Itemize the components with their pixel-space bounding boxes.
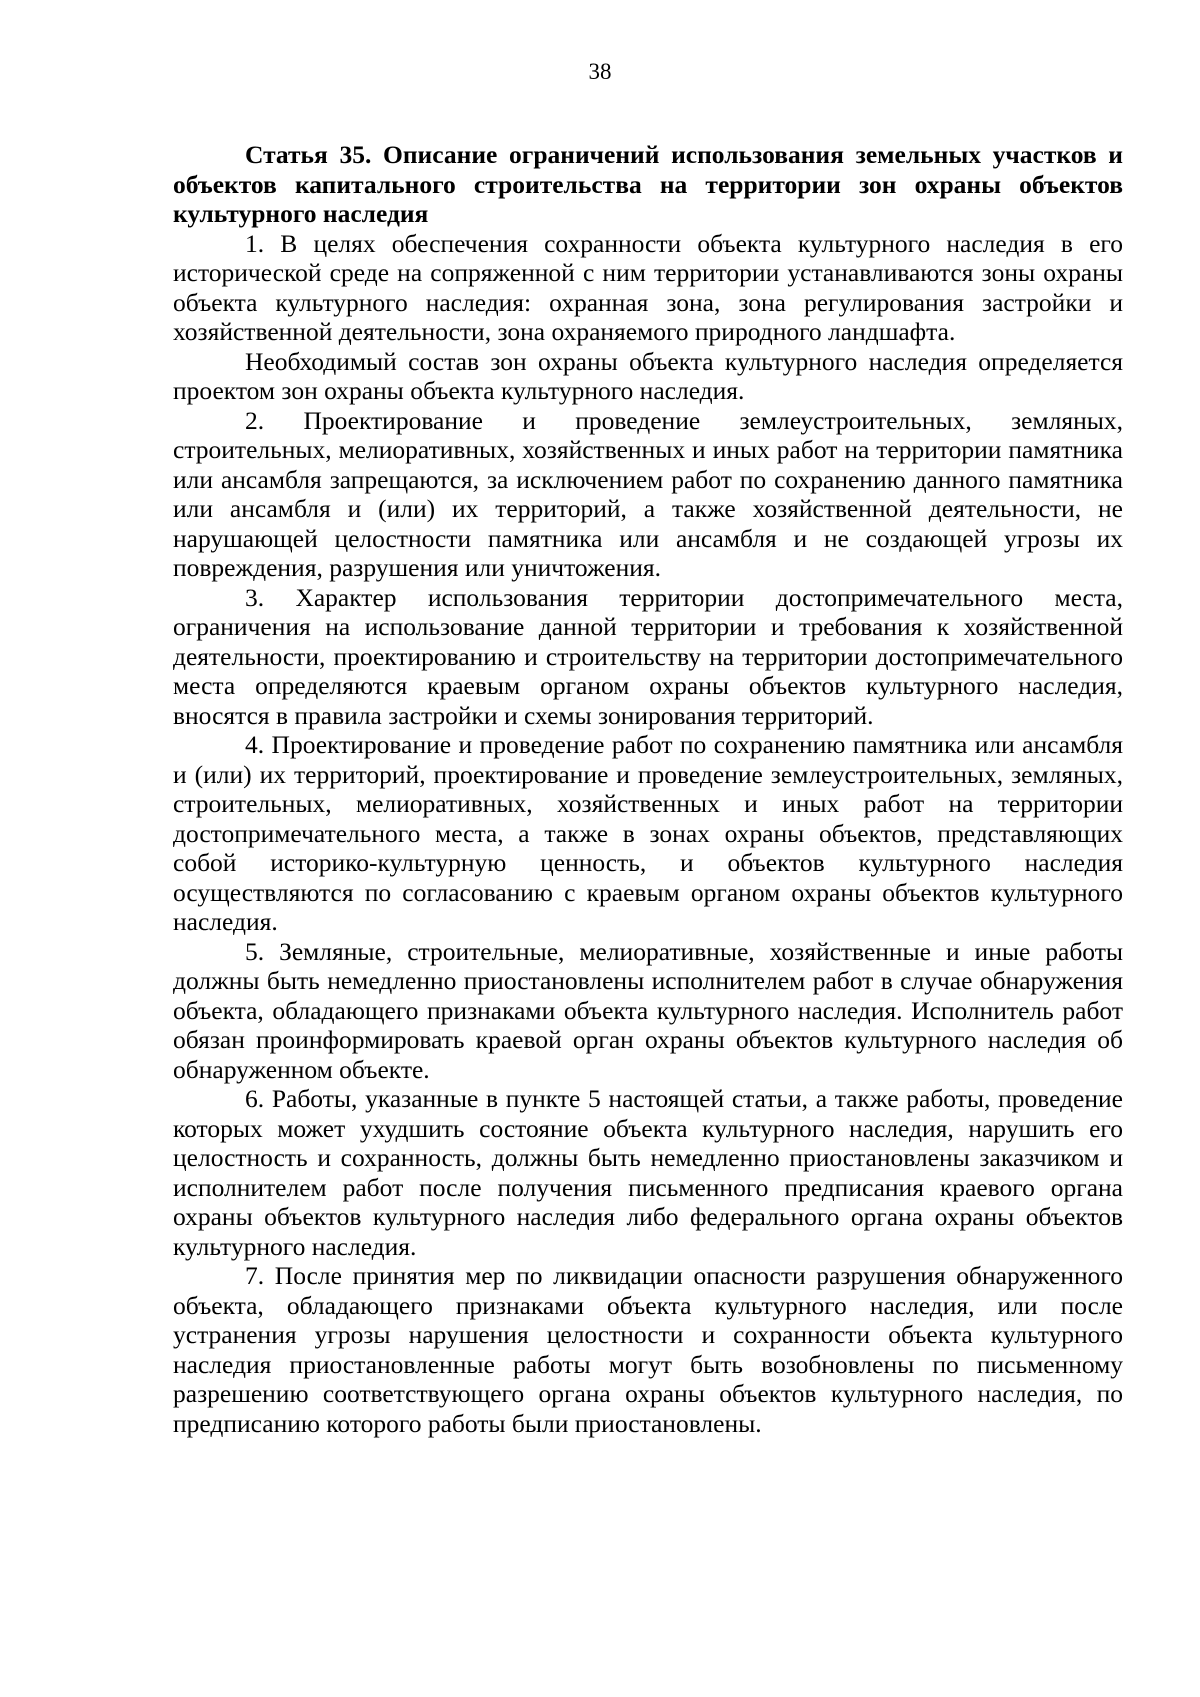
article-title: Статья 35. Описание ограничений использования земельных участков и объектов капитального строительства на территории зон охраны объектов культурного наследия: [173, 140, 1123, 228]
paragraph-1: 1. В целях обеспечения сохранности объекта культурного наследия в его исторической среде на сопряженной с ним территории устанавливаются зоны охраны объекта культурного наследия: охранная зона, зона регулирования застройки и хозяйственной деятельности, зона охраняемого природного ландшафта.: [173, 228, 1123, 346]
paragraph-7: 7. После принятия мер по ликвидации опасности разрушения обнаруженного объекта, обладающего признаками объекта культурного наследия, или после устранения угрозы нарушения целостности и сохранности объекта культурного наследия приостановленные работы могут быть возобновлены по письменному разрешению соответствующего органа охраны объектов культурного наследия, по предписанию которого работы были приостановлены.: [173, 1261, 1123, 1438]
paragraph-2: 2. Проектирование и проведение землеустроительных, земляных, строительных, мелиоративных, хозяйственных и иных работ на территории памятника или ансамбля запрещаются, за исключением работ по сохранению данного памятника или ансамбля и (или) их территорий, а также хозяйственной деятельности, не нарушающей целостности памятника или ансамбля и не создающей угрозы их повреждения, разрушения или уничтожения.: [173, 405, 1123, 582]
page-number: 38: [588, 59, 612, 84]
paragraph-4: 4. Проектирование и проведение работ по сохранению памятника или ансамбля и (или) их территорий, проектирование и проведение землеустроительных, земляных, строительных, мелиоративных, хозяйственных и иных работ на территории достопримечательного места, а также в зонах охраны объектов, представляющих собой историко-культурную ценность, и объектов культурного наследия осуществляются по согласованию с краевым органом охраны объектов культурного наследия.: [173, 730, 1123, 936]
document-body: [173, 140, 1123, 1438]
paragraph-1-continued: Необходимый состав зон охраны объекта культурного наследия определяется проектом зон охраны объекта культурного наследия.: [173, 346, 1123, 405]
paragraph-5: 5. Земляные, строительные, мелиоративные, хозяйственные и иные работы должны быть немедленно приостановлены исполнителем работ в случае обнаружения объекта, обладающего признаками объекта культурного наследия. Исполнитель работ обязан проинформировать краевой орган охраны объектов культурного наследия об обнаруженном объекте.: [173, 936, 1123, 1084]
paragraph-6: 6. Работы, указанные в пункте 5 настоящей статьи, а также работы, проведение которых может ухудшить состояние объекта культурного наследия, нарушить его целостность и сохранность, должны быть немедленно приостановлены заказчиком и исполнителем работ после получения письменного предписания краевого органа охраны объектов культурного наследия либо федерального органа охраны объектов культурного наследия.: [173, 1084, 1123, 1261]
paragraph-3: 3. Характер использования территории достопримечательного места, ограничения на использование данной территории и требования к хозяйственной деятельности, проектированию и строительству на территории достопримечательного места определяются краевым органом охраны объектов культурного наследия, вносятся в правила застройки и схемы зонирования территорий.: [173, 582, 1123, 730]
